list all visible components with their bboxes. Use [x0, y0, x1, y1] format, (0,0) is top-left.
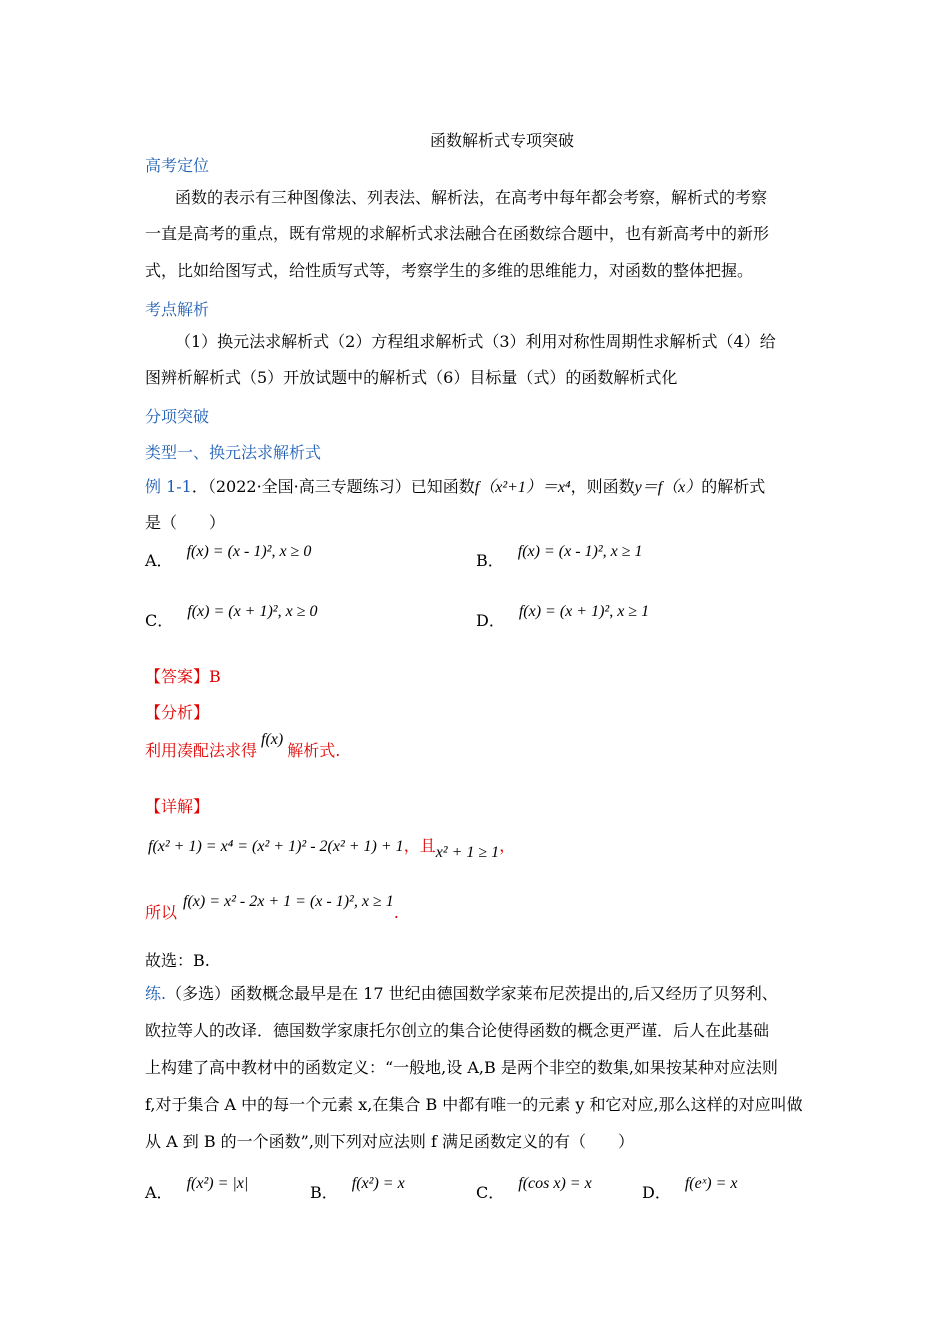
section-heading-gaokao: 高考定位	[145, 156, 210, 175]
paragraph-line: 从 A 到 B 的一个函数”,则下列对应法则 f 满足函数定义的有（ ）	[145, 1132, 635, 1151]
answer-line: 【答案】B	[145, 667, 221, 686]
section-heading-fenxiang: 分项突破	[145, 407, 210, 426]
example-label: 例 1-1	[145, 477, 192, 496]
conclusion: 故选：B.	[145, 951, 210, 970]
practice-option-b[interactable]: B． f(x²) = x	[310, 1175, 405, 1202]
paragraph-line: 式，比如给图写式，给性质写式等，考察学生的多维的思维能力，对函数的整体把握。	[145, 261, 754, 280]
paragraph-line: 上构建了高中教材中的函数定义：“一般地,设 A,B 是两个非空的数集,如果按某种对应法则	[145, 1058, 778, 1077]
example-question: 例 1-1．（2022·全国·高三专题练习）已知函数f（x²+1）＝x⁴，则函数y＝f（x）的解析式	[145, 477, 766, 496]
practice-line-1: 练.（多选）函数概念最早是在 17 世纪由德国数学家莱布尼茨提出的,后又经历了贝努利、	[145, 984, 778, 1003]
practice-label: 练.	[145, 984, 167, 1003]
analysis-label: 【分析】	[145, 703, 210, 722]
section-heading-kaodian: 考点解析	[145, 300, 210, 319]
page-title: 函数解析式专项突破	[430, 131, 575, 150]
practice-option-a[interactable]: A． f(x²) = |x|	[145, 1175, 249, 1202]
option-d[interactable]: D． f(x) = (x + 1)², x ≥ 1	[476, 603, 650, 630]
detail-label: 【详解】	[145, 797, 210, 816]
paragraph-line: 欧拉等人的改译．德国数学家康托尔创立的集合论使得函数的概念更严谨．后人在此基础	[145, 1021, 770, 1040]
example-question-line2: 是（ ）	[145, 513, 226, 532]
practice-option-d[interactable]: D． f(eˣ) = x	[642, 1175, 738, 1202]
option-a[interactable]: A． f(x) = (x - 1)², x ≥ 0	[145, 543, 312, 570]
detail-equation-2: 所以f(x) = x² - 2x + 1 = (x - 1)², x ≥ 1.	[145, 893, 399, 922]
option-b[interactable]: B． f(x) = (x - 1)², x ≥ 1	[476, 543, 643, 570]
paragraph-line: （1）换元法求解析式（2）方程组求解析式（3）利用对称性周期性求解析式（4）给	[175, 332, 776, 351]
paragraph-line: 图辨析解析式（5）开放试题中的解析式（6）目标量（式）的函数解析式化	[145, 368, 678, 387]
detail-equation-1: f(x² + 1) = x⁴ = (x² + 1)² - 2(x² + 1) + 1，且x² + 1 ≥ 1，	[148, 836, 516, 861]
paragraph-line: f,对于集合 A 中的每一个元素 x,在集合 B 中都有唯一的元素 y 和它对应,那么这样的对应叫做	[145, 1095, 803, 1114]
type-heading: 类型一、换元法求解析式	[145, 443, 322, 462]
option-c[interactable]: C． f(x) = (x + 1)², x ≥ 0	[145, 603, 318, 630]
practice-option-c[interactable]: C． f(cos x) = x	[476, 1175, 592, 1202]
analysis-text: 利用凑配法求得f(x)解析式.	[145, 731, 341, 760]
paragraph-line: 一直是高考的重点，既有常规的求解析式求法融合在函数综合题中，也有新高考中的新形	[145, 224, 770, 243]
paragraph-line: 函数的表示有三种图像法、列表法、解析法，在高考中每年都会考察，解析式的考察	[175, 188, 768, 207]
